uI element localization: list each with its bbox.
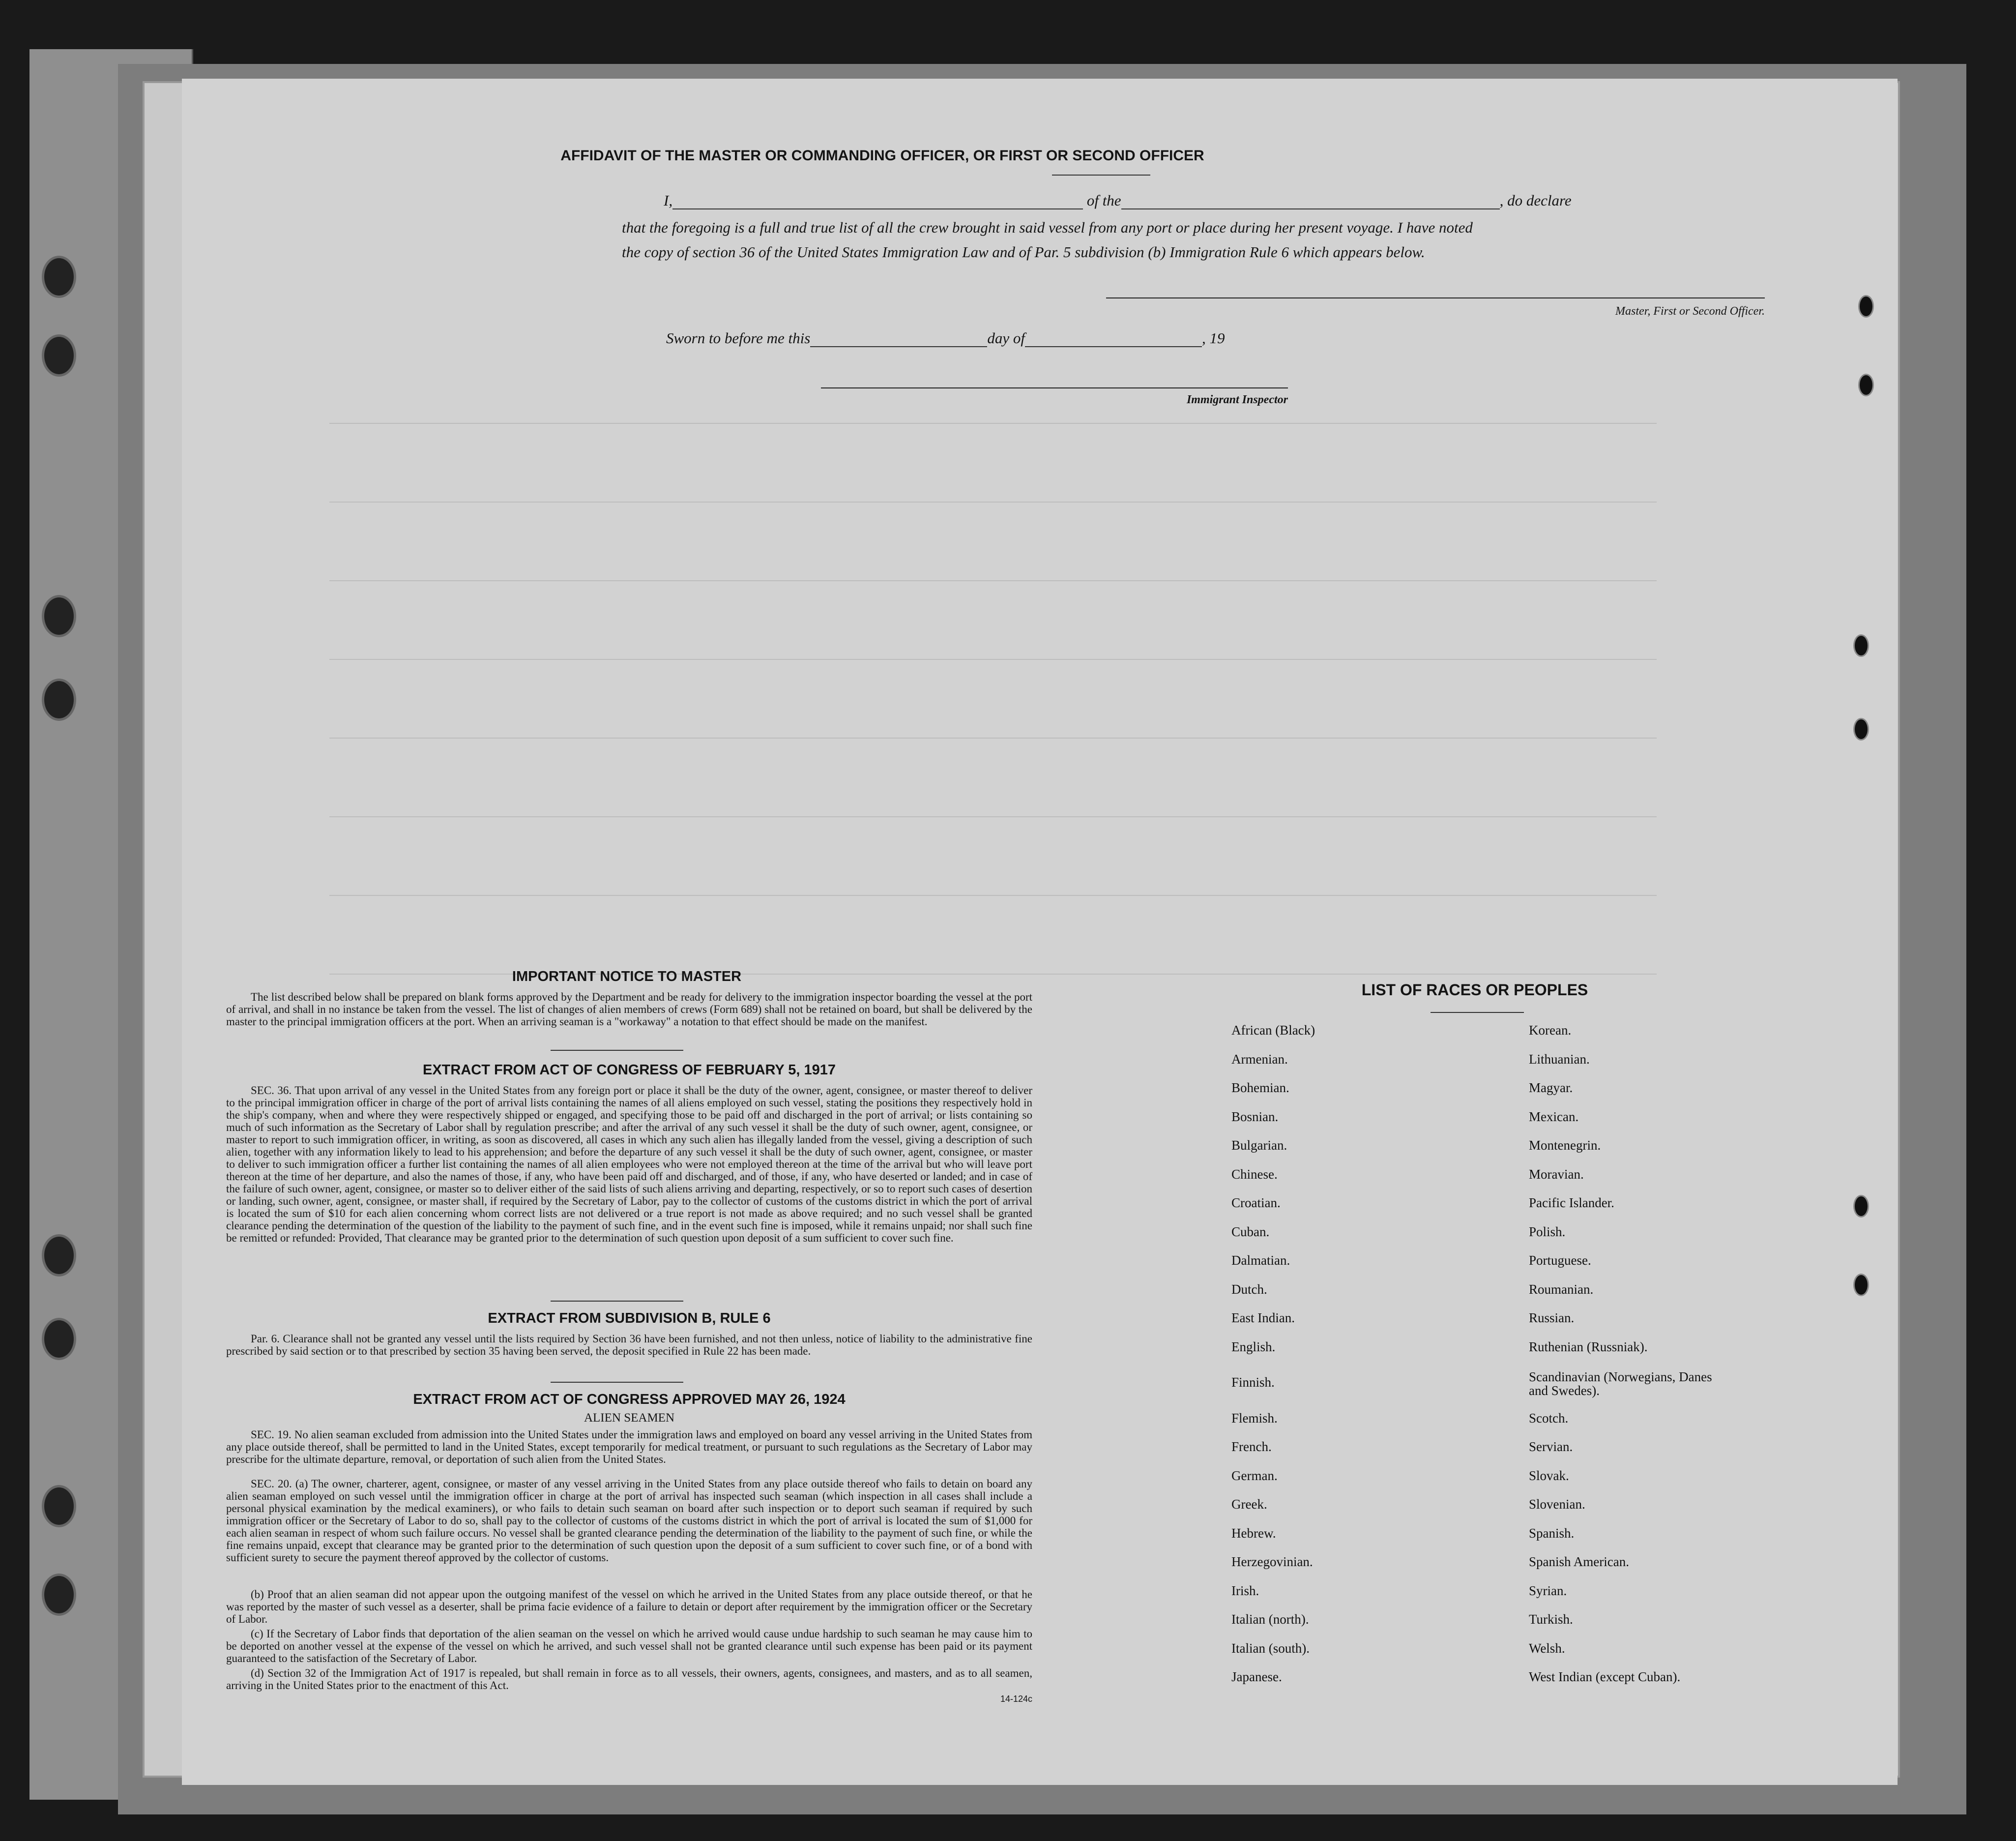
- race-item: Hebrew.: [1231, 1525, 1276, 1541]
- race-item: Herzegovinian.: [1231, 1554, 1313, 1569]
- page-hole: [1853, 718, 1869, 741]
- extract-1924-sec20a: SEC. 20. (a) The owner, charterer, agent, consignee, or master of any vessel arriving in the United States from any place outside thereof who fails to detain on board any alien seaman employed on such vessel until the immigration officer in charge at the port of arrival has inspected such seaman (which inspection in all cases shall include a personal physical examination by the medical examiners), or who fails to detain such seaman on board after such inspection or to deport such seaman if required by such immigration officer or the Secretary of Labor to do so, shall pay to the collector of customs of the customs district in which the port of arrival is located the sum of $1,000 for each alien seaman in respect of whom such failure occurs. No vessel shall be granted clearance pending the determination of the liability to the payment of such fine, or while the fine remains unpaid, except that clearance may be granted prior to the determination of such question upon the deposit of a sum sufficient to cover such fine, or of a bond with sufficient surety to secure the payment thereof approved by the collector of customs.: [226, 1478, 1032, 1564]
- race-item: Slovak.: [1529, 1468, 1569, 1483]
- page-hole: [1853, 1274, 1869, 1296]
- extract-1917-title: EXTRACT FROM ACT OF CONGRESS OF FEBRUARY 5, 1917: [422, 1062, 836, 1078]
- race-item: Magyar.: [1529, 1080, 1573, 1095]
- race-item: Spanish American.: [1529, 1554, 1629, 1569]
- race-item: Italian (south).: [1231, 1640, 1310, 1656]
- page-hole: [1853, 634, 1869, 657]
- race-item: Pacific Islander.: [1529, 1195, 1614, 1210]
- race-item: Bohemian.: [1231, 1080, 1289, 1095]
- affidavit-line2: that the foregoing is a full and true list of all the crew brought in said vessel from any port or place during her present voyage. I have noted: [622, 219, 1473, 236]
- binder-hole: [42, 595, 76, 637]
- binder-hole: [42, 1234, 76, 1277]
- master-signature-label: Master, First or Second Officer.: [1615, 305, 1765, 318]
- race-item: Bulgarian.: [1231, 1138, 1287, 1153]
- extract-rule6-title: EXTRACT FROM SUBDIVISION B, RULE 6: [488, 1310, 771, 1326]
- race-item: Scandinavian (Norwegians, Danes and Swedes).: [1529, 1369, 1712, 1398]
- race-item: Russian.: [1529, 1310, 1575, 1325]
- race-item: German.: [1231, 1468, 1278, 1483]
- race-item: Polish.: [1529, 1224, 1566, 1239]
- race-item: Scotch.: [1529, 1410, 1569, 1425]
- race-item: Mexican.: [1529, 1109, 1579, 1124]
- extract-1924-title: EXTRACT FROM ACT OF CONGRESS APPROVED MAY 26, 1924: [413, 1392, 846, 1407]
- race-item: Dutch.: [1231, 1281, 1267, 1297]
- page-hole: [1858, 295, 1874, 318]
- extract-1917-body: SEC. 36. That upon arrival of any vessel in the United States from any foreign port or place it shall be the duty of the owner, agent, consignee, or master thereof to deliver to the principal immigration officer in charge of the port of arrival lists containing the names of all aliens employed on such vessel, stating the positions they respectively hold in the ship's company, when and where they were respectively shipped or engaged, and specifying those to be paid off and discharged in the port of arrival; or lists containing so much of such information as the Secretary of Labor shall by regulation prescribe; and after the arrival of any such vessel it shall be the duty of such owner, agent, consignee, or master to report to such immigration officer, in writing, as soon as discovered, all cases in which any such alien has illegally landed from the vessel, giving a description of such alien, together with any information likely to lead to his apprehension; and before the departure of any such vessel it shall be the duty of such owner, agent, consignee, or master to deliver to such immigration officer a further list containing the names of all alien employees who were not employed thereon at the time of the arrival but who will leave port thereon at the time of her departure, and also the names of those, if any, who have been paid off and discharged, and of those, if any, who have deserted or landed; and in case of the failure of such owner, agent, consignee, or master so to deliver either of the said lists of such aliens arriving and departing, respectively, or so to report such cases of desertion or landing, such owner, agent, consignee, or master shall, if required by the Secretary of Labor, pay to the collector of customs of the customs district in which the port of arrival is located the sum of $10 for each alien concerning whom correct lists are not delivered or a true report is not made as above required; and no such vessel shall be granted clearance pending the determination of the question of the liability to the payment of such fine, and in the event such fine is imposed, while it remains unpaid; nor shall such fine be remitted or refunded: Provided, That clearance may be granted prior to the determination of such question upon deposit of a sum sufficient to cover such fine.: [226, 1084, 1032, 1244]
- race-item: Korean.: [1529, 1023, 1572, 1038]
- race-item: African (Black): [1231, 1023, 1315, 1038]
- race-item: Servian.: [1529, 1439, 1573, 1454]
- race-item: Turkish.: [1529, 1612, 1573, 1627]
- binder-hole: [42, 679, 76, 721]
- binder-hole: [42, 1318, 76, 1360]
- race-item: Lithuanian.: [1529, 1051, 1590, 1067]
- race-item: Dalmatian.: [1231, 1253, 1290, 1268]
- affidavit-line3: the copy of section 36 of the United States Immigration Law and of Par. 5 subdivision (b) Immigration Rule 6 which appears below.: [622, 243, 1425, 261]
- affidavit-title: AFFIDAVIT OF THE MASTER OR COMMANDING OFFICER, OR FIRST OR SECOND OFFICER: [560, 148, 1204, 164]
- extract-rule6-body: Par. 6. Clearance shall not be granted any vessel until the lists required by Section 36 have been furnished, and not then unless, notice of liability to the administrative fine prescribed by said section or to that prescribed by section 35 having been served, the deposit specified in Rule 22 has been made.: [226, 1333, 1032, 1357]
- race-item: Moravian.: [1529, 1166, 1584, 1182]
- race-item: Cuban.: [1231, 1224, 1270, 1239]
- extract-1924-sec20d: (d) Section 32 of the Immigration Act of 1917 is repealed, but shall remain in force as to all vessels, their owners, agents, consignees, and masters, and as to all seamen, arriving in the United States prior to the enactment of this Act.: [226, 1667, 1032, 1692]
- race-item: Portuguese.: [1529, 1253, 1591, 1268]
- document-page: [182, 79, 1898, 1785]
- affidavit-line1: I, of the , do declare: [664, 192, 1572, 209]
- extract-1924-subtitle: ALIEN SEAMEN: [584, 1411, 674, 1425]
- race-item: Croatian.: [1231, 1195, 1281, 1210]
- race-item: English.: [1231, 1339, 1276, 1354]
- race-item: Chinese.: [1231, 1166, 1278, 1182]
- page-hole: [1853, 1195, 1869, 1217]
- race-item: Italian (north).: [1231, 1612, 1309, 1627]
- race-item: Flemish.: [1231, 1410, 1278, 1425]
- binder-hole: [42, 334, 76, 377]
- binder-hole: [42, 256, 76, 298]
- extract-1924-sec19: SEC. 19. No alien seaman excluded from admission into the United States under the immigration laws and employed on board any vessel arriving in the United States from any place outside thereof, shall be permitted to land in the United States, except temporarily for medical treatment, or pursuant to such regulations as the Secretary of Labor may prescribe for the ultimate departure, removal, or deportation of such alien from the United States.: [226, 1428, 1032, 1465]
- extract-1924-sec20c: (c) If the Secretary of Labor finds that deportation of the alien seaman on the vessel on which he arrived would cause undue hardship to such seaman he may cause him to be deported on another vessel at the expense of the vessel on which he arrived, and such vessel shall not be granted clearance until such expense has been paid or its payment guaranteed to the satisfaction of the Secretary of Labor.: [226, 1628, 1032, 1664]
- race-item: Greek.: [1231, 1497, 1267, 1512]
- race-item: Irish.: [1231, 1583, 1259, 1598]
- race-item: Armenian.: [1231, 1051, 1288, 1067]
- race-item: Spanish.: [1529, 1525, 1575, 1541]
- race-item: Welsh.: [1529, 1640, 1565, 1656]
- page-hole: [1858, 374, 1874, 396]
- race-item: West Indian (except Cuban).: [1529, 1669, 1681, 1684]
- race-item: Japanese.: [1231, 1669, 1282, 1684]
- race-item: East Indian.: [1231, 1310, 1295, 1325]
- race-item: Syrian.: [1529, 1583, 1567, 1598]
- inspector-label: Immigrant Inspector: [1186, 393, 1288, 406]
- race-item: Roumanian.: [1529, 1281, 1594, 1297]
- race-item: French.: [1231, 1439, 1272, 1454]
- race-item: Ruthenian (Russniak).: [1529, 1339, 1648, 1354]
- binder-hole: [42, 1574, 76, 1616]
- sworn-line: Sworn to before me this day of , 19: [666, 329, 1225, 347]
- binder-hole: [42, 1485, 76, 1527]
- race-item: Montenegrin.: [1529, 1138, 1601, 1153]
- extract-1924-sec20b: (b) Proof that an alien seaman did not appear upon the outgoing manifest of the vessel on which he arrived in the United States from any place outside thereof, or that he was reported by the master of such vessel as a deserter, shall be prima facie evidence of a failure to detain or deport after requirement by the immigration officer or the Secretary of Labor.: [226, 1588, 1032, 1625]
- races-title: LIST OF RACES OR PEOPLES: [1361, 981, 1588, 999]
- form-number: 14-124c: [1000, 1694, 1032, 1704]
- race-item: Bosnian.: [1231, 1109, 1279, 1124]
- race-item: Slovenian.: [1529, 1497, 1585, 1512]
- race-item: Finnish.: [1231, 1375, 1275, 1390]
- notice-title: IMPORTANT NOTICE TO MASTER: [512, 969, 742, 984]
- notice-body: The list described below shall be prepared on blank forms approved by the Department and be ready for delivery to the immigration inspector boarding the vessel at the port of arrival, and shall in no instance be taken from the vessel. The list of changes of alien members of crews (Form 689) shall not be retained on board, but shall be delivered by the master to the principal immigration officers at the port. When an arriving seaman is a "workaway" a notation to that effect should be made on the manifest.: [226, 991, 1032, 1028]
